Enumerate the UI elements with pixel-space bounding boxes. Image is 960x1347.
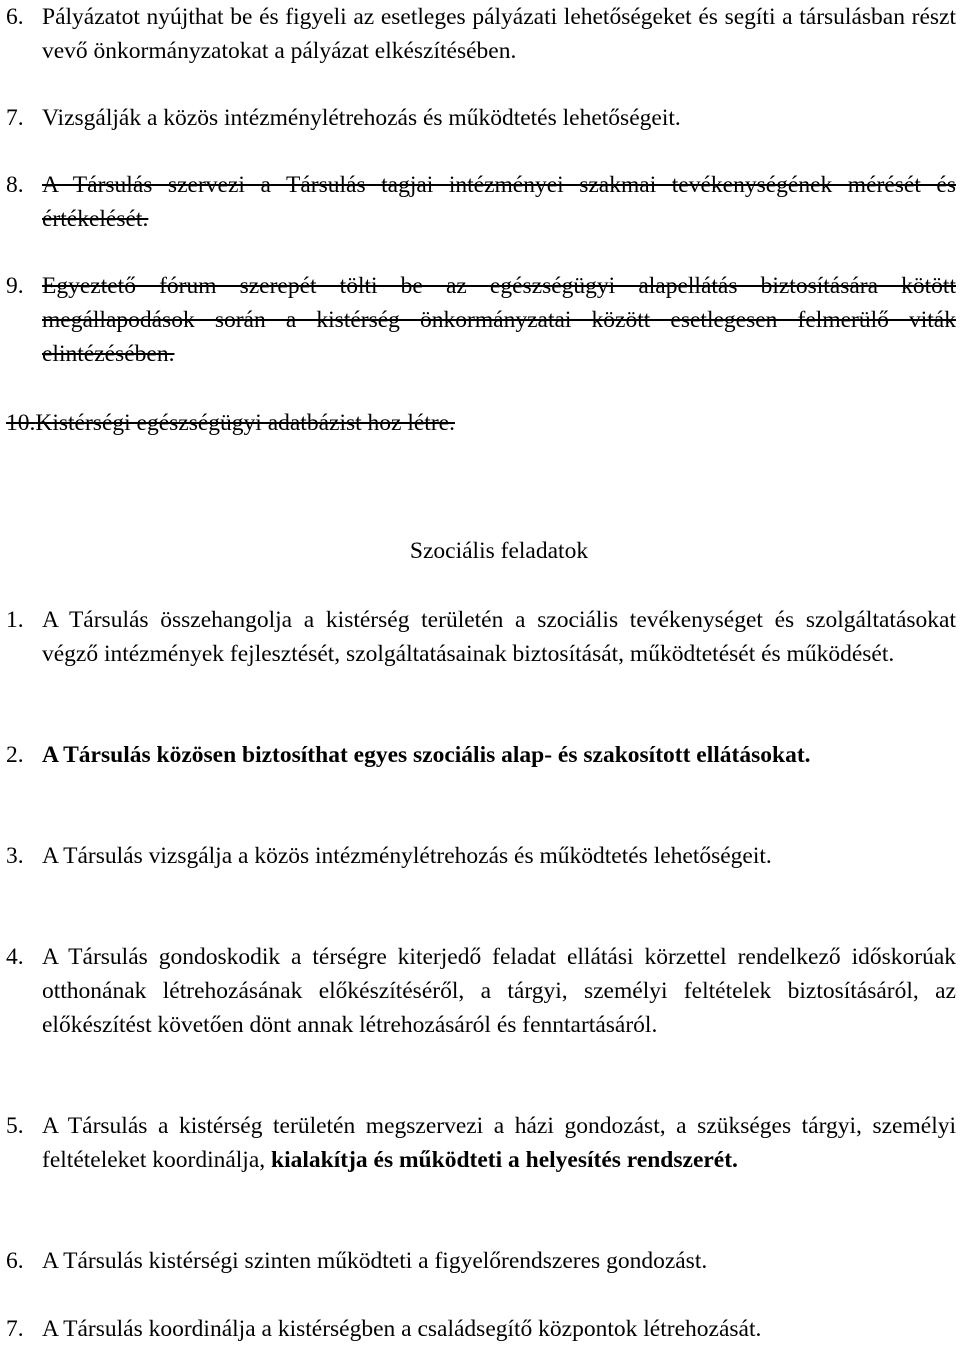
item-text: A Társulás gondoskodik a térségre kiterjedő feladat ellátási körzettel rendelkező időskorúak otthonának létrehozásának előkészítéséről, a tárgyi, személyi feltételek biztosításáról, az előkészítést követően dönt annak létrehozásáról és fenntartásáról. — [42, 944, 956, 1038]
list-item — [6, 940, 956, 1042]
item-text: A Társulás koordinálja a kistérségben a családsegítő központok létrehozását. — [42, 1316, 762, 1342]
item-text-plain: A Társulás a kistérség területén megszervezi a házi gondozást, a szükséges tárgyi, személyi feltételeket koordinálja, — [42, 1113, 956, 1173]
item-text — [42, 1109, 956, 1177]
item-number: 1. — [6, 607, 24, 633]
list-item — [6, 1312, 956, 1346]
item-text-bold: kialakítja és működteti a helyesítés rendszerét. — [271, 1147, 738, 1173]
list-item — [6, 1109, 956, 1177]
item-number: 7. — [6, 105, 24, 131]
item-number: 10. — [6, 410, 36, 436]
item-number: 8. — [6, 172, 24, 198]
item-text: A Társulás vizsgálja a közös intézménylétrehozás és működtetés lehetőségeit. — [42, 843, 772, 869]
list-item — [6, 603, 956, 671]
item-number: 5. — [6, 1113, 24, 1139]
item-text: Egyeztető fórum szerepét tölti be az egészségügyi alapellátás biztosítására kötött megállapodások során a kistérség önkormányzatai között esetlegesen felmerülő viták elintézésében. — [42, 273, 956, 367]
list-item — [6, 738, 956, 772]
item-number: 3. — [6, 843, 24, 869]
item-number: 9. — [6, 273, 24, 299]
item-text: Pályázatot nyújthat be és figyeli az esetleges pályázati lehetőségeket és segíti a társulásban részt vevő önkormányzatokat a pályázat elkészítésében. — [42, 4, 956, 64]
item-text: A Társulás kistérségi szinten működteti a figyelőrendszeres gondozást. — [42, 1248, 708, 1274]
list-item — [6, 101, 956, 135]
item-text: A Társulás összehangolja a kistérség területén a szociális tevékenységet és szolgáltatásokat végző intézmények fejlesztését, szolgáltatásainak biztosítását, működtetését és működését. — [42, 607, 956, 667]
item-text: Kistérségi egészségügyi adatbázist hoz létre. — [35, 410, 455, 436]
item-text: Vizsgálják a közös intézménylétrehozás és működtetés lehetőségeit. — [42, 105, 681, 131]
list-item-struck — [6, 269, 956, 371]
item-number: 6. — [6, 1248, 24, 1274]
item-number: 7. — [6, 1316, 24, 1342]
list-item-struck — [6, 406, 956, 440]
item-text: A Társulás szervezi a Társulás tagjai intézményei szakmai tevékenységének mérését és értékelését. — [42, 172, 956, 232]
section-heading: Szociális feladatok — [409, 538, 589, 564]
list-item-struck — [6, 168, 956, 236]
item-text: A Társulás közösen biztosíthat egyes szociális alap- és szakosított ellátásokat. — [42, 742, 811, 768]
item-number: 4. — [6, 944, 24, 970]
item-number: 2. — [6, 742, 24, 768]
item-number: 6. — [6, 4, 24, 30]
list-item — [6, 0, 956, 68]
list-item — [6, 1244, 956, 1278]
list-item — [6, 839, 956, 873]
